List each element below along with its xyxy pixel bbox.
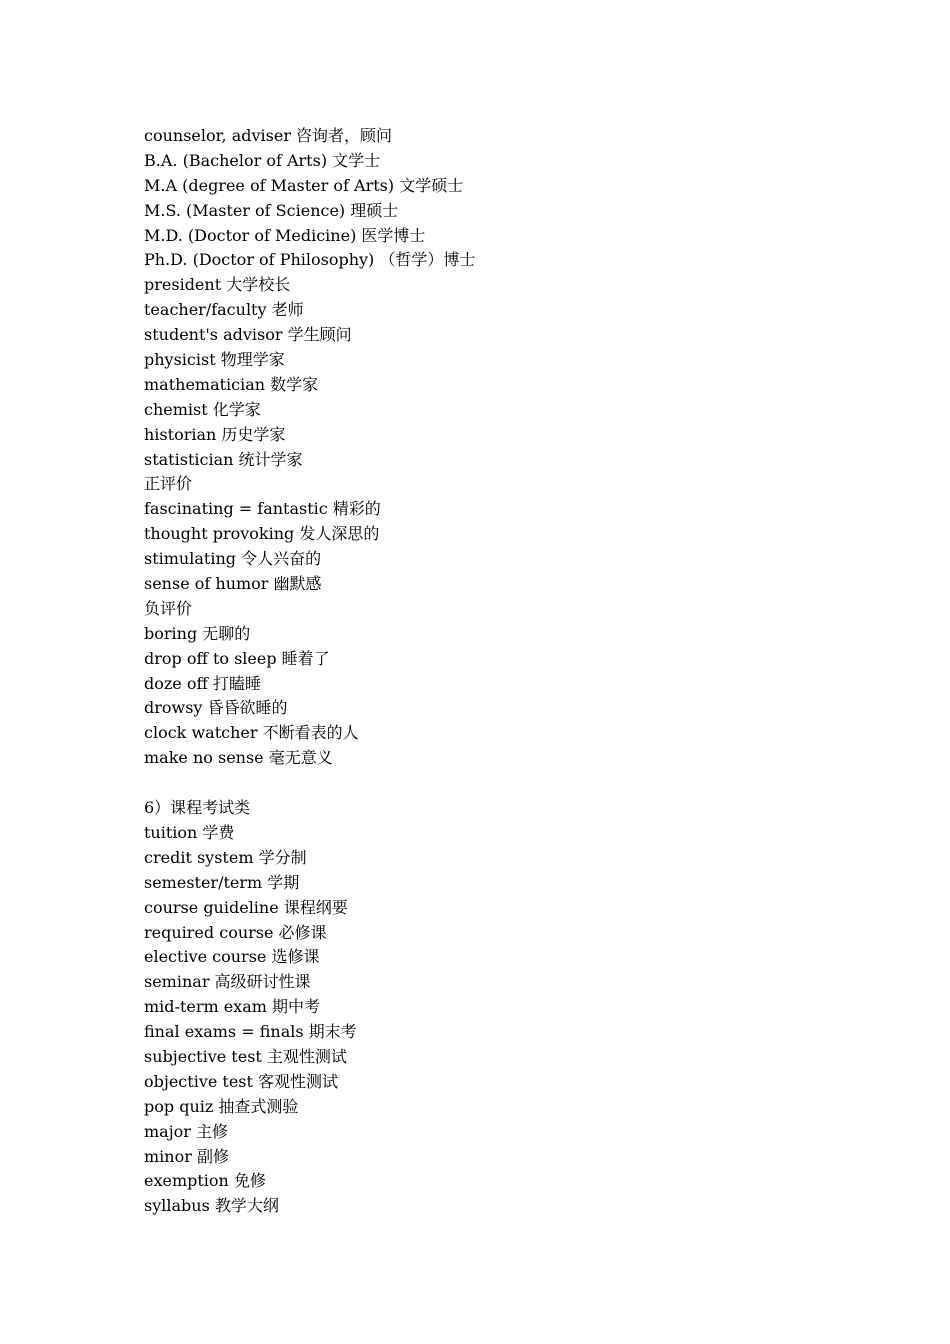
list-item: mid-term exam 期中考 [144, 997, 321, 1017]
list-item: doze off 打瞌睡 [144, 673, 261, 693]
list-item: final exams = finals 期末考 [144, 1022, 357, 1042]
list-item: tuition 学费 [144, 822, 235, 842]
list-item: clock watcher 不断看表的人 [144, 723, 359, 743]
list-item: stimulating 令人兴奋的 [144, 549, 322, 569]
list-item: pop quiz 抽查式测验 [144, 1096, 299, 1116]
list-item: boring 无聊的 [144, 623, 251, 643]
list-item: minor 副修 [144, 1146, 229, 1166]
section-heading: 6）课程考试类 [144, 798, 251, 818]
list-item: chemist 化学家 [144, 399, 261, 419]
list-item: course guideline 课程纲要 [144, 897, 348, 917]
list-item: required course 必修课 [144, 922, 327, 942]
subheading-positive-evaluation: 正评价 [144, 474, 193, 494]
list-item: major 主修 [144, 1121, 229, 1141]
list-item: teacher/faculty 老师 [144, 300, 304, 320]
list-item: counselor, adviser 咨询者，顾问 [144, 126, 393, 145]
list-item: exemption 免修 [144, 1171, 266, 1191]
list-item: M.S. (Master of Science) 理硕士 [144, 200, 399, 220]
list-item: credit system 学分制 [144, 847, 307, 867]
list-item: sense of humor 幽默感 [144, 574, 322, 594]
list-item: mathematician 数学家 [144, 374, 319, 394]
list-item: drop off to sleep 睡着了 [144, 648, 330, 668]
list-item: fascinating = fantastic 精彩的 [144, 499, 381, 519]
list-item: statistician 统计学家 [144, 449, 303, 469]
subheading-negative-evaluation: 负评价 [144, 598, 193, 618]
list-item: subjective test 主观性测试 [144, 1046, 347, 1066]
list-item: make no sense 毫无意义 [144, 748, 333, 768]
list-item: president 大学校长 [144, 275, 291, 295]
list-item: historian 历史学家 [144, 424, 286, 444]
list-item: M.D. (Doctor of Medicine) 医学博士 [144, 225, 426, 245]
list-item: physicist 物理学家 [144, 350, 285, 370]
list-item: semester/term 学期 [144, 872, 300, 892]
list-item: objective test 客观性测试 [144, 1071, 339, 1091]
list-item: B.A. (Bachelor of Arts) 文学士 [144, 150, 381, 170]
list-item: syllabus 教学大纲 [144, 1196, 279, 1216]
blank-line [144, 771, 844, 796]
list-item: M.A (degree of Master of Arts) 文学硕士 [144, 175, 464, 195]
list-item: Ph.D. (Doctor of Philosophy) （哲学）博士 [144, 250, 476, 270]
list-item: drowsy 昏昏欲睡的 [144, 698, 288, 718]
list-item: thought provoking 发人深思的 [144, 524, 380, 544]
list-item: student's advisor 学生顾问 [144, 325, 352, 345]
list-item: elective course 选修课 [144, 947, 320, 967]
vocabulary-list [144, 124, 844, 1219]
list-item: seminar 高级研讨性课 [144, 972, 311, 992]
